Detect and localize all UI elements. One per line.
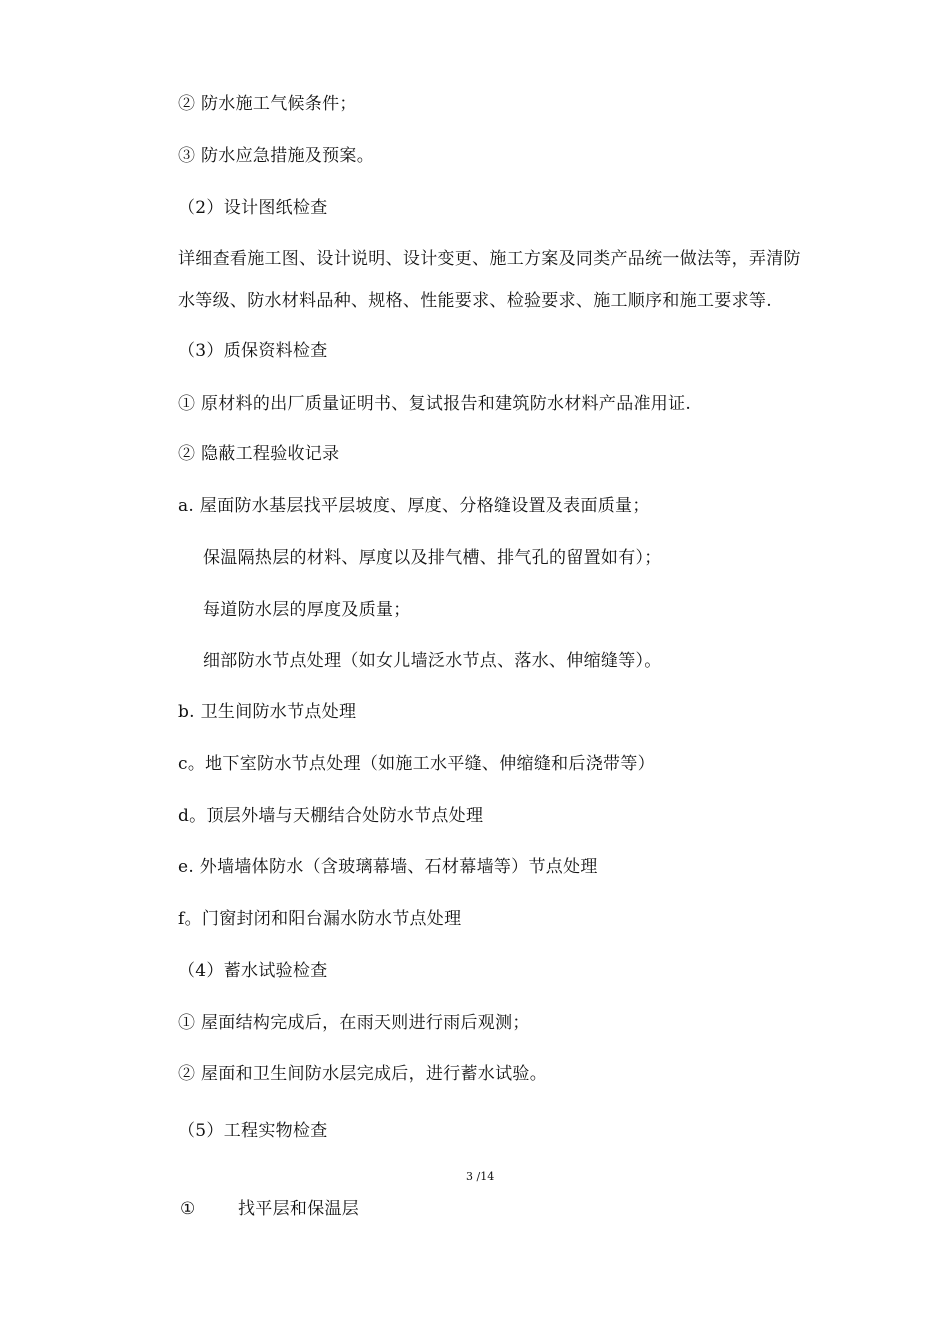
- text-line: 保温隔热层的材料、厚度以及排气槽、排气孔的留置如有）；: [203, 548, 662, 568]
- text-line: ② 防水施工气候条件；: [178, 94, 357, 114]
- section-heading: （3）质保资料检查: [178, 341, 328, 361]
- next-item: [180, 1198, 359, 1220]
- text-line: ① 原材料的出厂质量证明书、复试报告和建筑防水材料产品准用证.: [178, 394, 692, 414]
- section-heading: （5）工程实物检查: [178, 1121, 328, 1141]
- text-line: 每道防水层的厚度及质量；: [203, 600, 411, 620]
- text-line: 水等级、防水材料品种、规格、性能要求、检验要求、施工顺序和施工要求等.: [178, 291, 772, 311]
- text-line: 详细查看施工图、设计说明、设计变更、施工方案及同类产品统一做法等，弄清防: [178, 249, 801, 269]
- text-line: 细部防水节点处理（如女儿墙泛水节点、落水、伸缩缝等）。: [203, 651, 662, 671]
- item-text: 找平层和保温层: [238, 1199, 360, 1219]
- text-line: f。门窗封闭和阳台漏水防水节点处理: [178, 909, 462, 929]
- text-line: a. 屋面防水基层找平层坡度、厚度、分格缝设置及表面质量；: [178, 496, 650, 516]
- page-number: 3 /14: [466, 1170, 495, 1183]
- text-line: ② 隐蔽工程验收记录: [178, 444, 340, 464]
- text-line: c。地下室防水节点处理（如施工水平缝、伸缩缝和后浇带等）: [178, 754, 655, 774]
- section-heading: （2）设计图纸检查: [178, 198, 328, 218]
- section-heading: （4）蓄水试验检查: [178, 961, 328, 981]
- text-line: b. 卫生间防水节点处理: [178, 702, 357, 722]
- text-line: ② 屋面和卫生间防水层完成后，进行蓄水试验。: [178, 1064, 548, 1084]
- text-line: ③ 防水应急措施及预案。: [178, 146, 375, 166]
- text-line: d。顶层外墙与天棚结合处防水节点处理: [178, 806, 484, 826]
- item-number: ①: [180, 1199, 196, 1219]
- text-line: ① 屋面结构完成后，在雨天则进行雨后观测；: [178, 1013, 530, 1033]
- text-line: e. 外墙墙体防水（含玻璃幕墙、石材幕墙等）节点处理: [178, 857, 598, 877]
